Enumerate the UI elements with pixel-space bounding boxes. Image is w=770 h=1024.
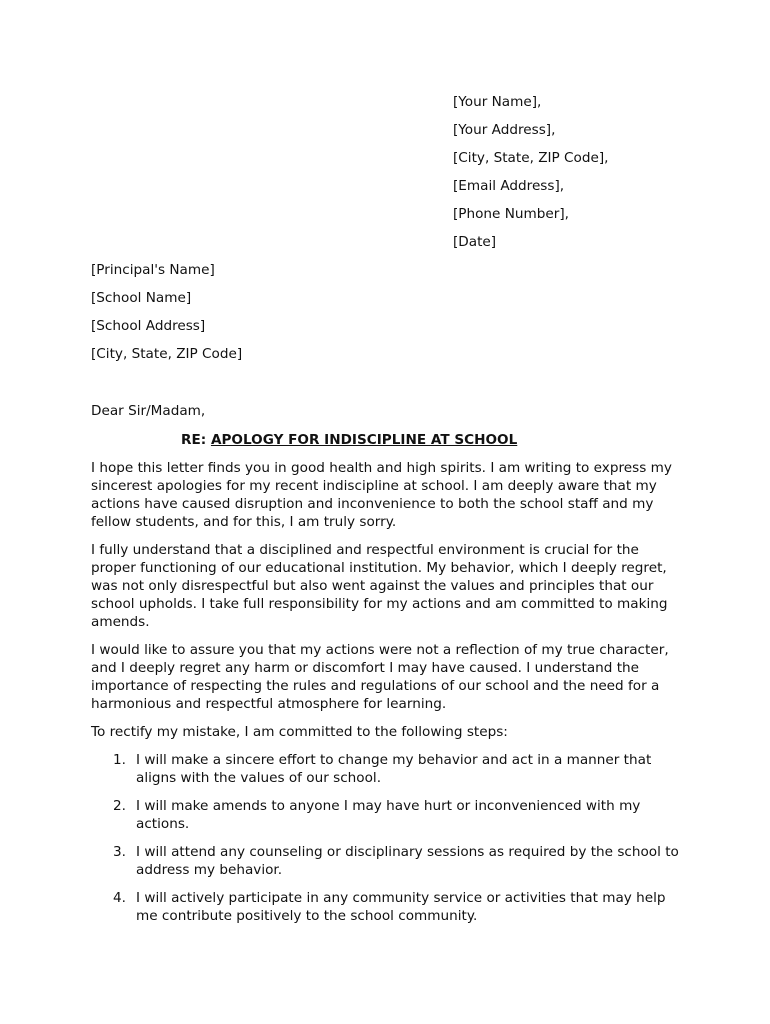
letter-body [91,459,683,935]
subject-text: APOLOGY FOR INDISCIPLINE AT SCHOOL [210,432,518,448]
sender-name: [Your Name], [453,94,542,110]
list-item [91,751,683,787]
recipient-block [91,261,242,373]
recipient-school-address: [School Address] [91,318,206,334]
subject-line [181,431,517,449]
recipient-city-state-zip: [City, State, ZIP Code] [91,346,243,362]
list-item-number: 3. [113,844,126,860]
subject-prefix: RE: [181,432,207,448]
paragraph: I hope this letter finds you in good health and high spirits. I am writing to express my sincerest apologies for my recent indiscipline at school. I am deeply aware that my actions have caused disruption and inconvenience to both the school staff and my fellow students, and for this, I am truly sorry. [91,460,672,530]
sender-address: [Your Address], [453,122,556,138]
list-item-text: I will attend any counseling or disciplinary sessions as required by the school to address my behavior. [136,844,679,878]
list-item [91,889,683,925]
list-item [91,797,683,833]
sender-block [453,93,608,261]
list-item-text: I will actively participate in any community service or activities that may help me contribute positively to the school community. [136,890,666,924]
recipient-principal: [Principal's Name] [91,262,215,278]
paragraph: To rectify my mistake, I am committed to the following steps: [91,724,508,740]
salutation: Dear Sir/Madam, [91,403,206,419]
list-item [91,843,683,879]
list-item-number: 1. [113,752,126,768]
list-item-text: I will make a sincere effort to change my behavior and act in a manner that aligns with the values of our school. [136,752,652,786]
sender-city-state-zip: [City, State, ZIP Code], [453,150,609,166]
paragraph: I fully understand that a disciplined and respectful environment is crucial for the proper functioning of our educational institution. My behavior, which I deeply regret, was not only disrespectful but also went against the values and principles that our school upholds. I take full responsibility for my actions and am committed to making amends. [91,542,668,630]
paragraph: I would like to assure you that my actions were not a reflection of my true character, and I deeply regret any harm or discomfort I may have caused. I understand the importance of respecting the rules and regulations of our school and the need for a harmonious and respectful atmosphere for learning. [91,642,669,712]
sender-date: [Date] [453,234,497,250]
sender-phone: [Phone Number], [453,206,569,222]
list-item-number: 2. [113,798,126,814]
list-item-text: I will make amends to anyone I may have hurt or inconvenienced with my actions. [136,798,641,832]
steps-list [91,751,683,925]
sender-email: [Email Address], [453,178,565,194]
list-item-number: 4. [113,890,126,906]
recipient-school-name: [School Name] [91,290,192,306]
